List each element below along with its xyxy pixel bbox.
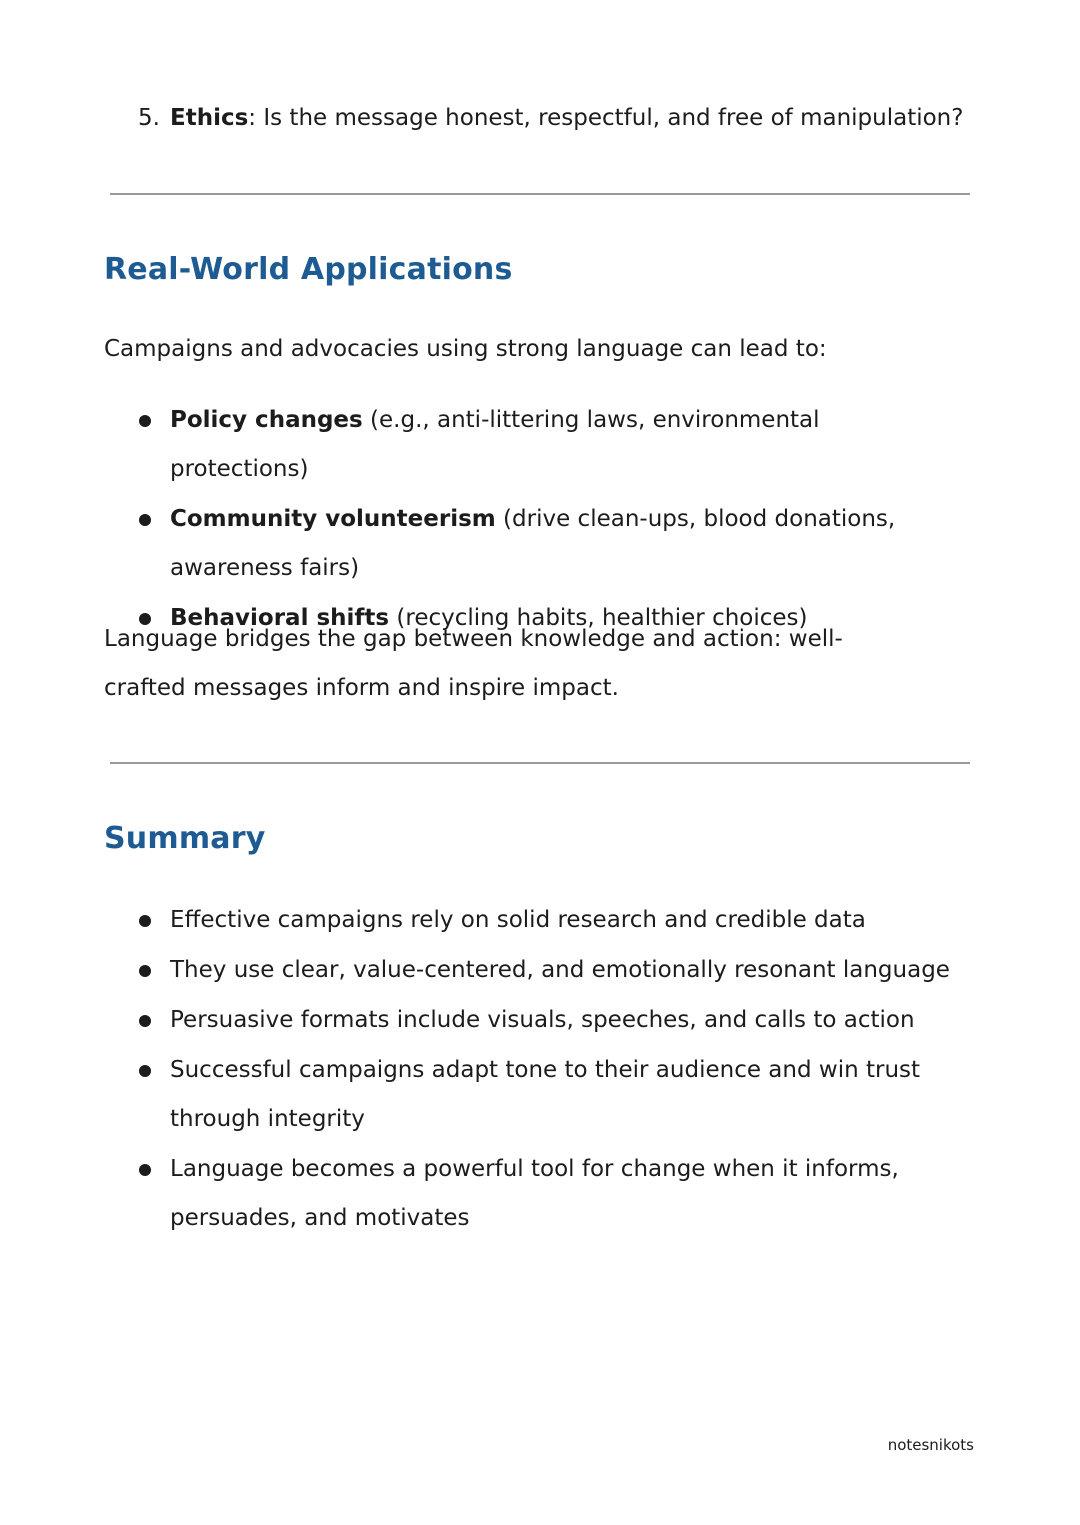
list-text: : Is the message honest, respectful, and free of manipulation? (248, 105, 964, 131)
section-heading-applications: Real-World Applications (104, 252, 513, 287)
bullet-icon (139, 965, 151, 977)
section-heading-summary: Summary (104, 821, 266, 856)
bullet-icon (139, 1164, 151, 1176)
item-term: Policy changes (170, 407, 363, 433)
item-term: Community volunteerism (170, 506, 496, 532)
bullet-icon (139, 514, 151, 526)
item-text: (e.g., anti-littering laws, environmental protections) (170, 407, 820, 482)
list-item (0, 996, 1080, 1045)
bullet-icon (139, 1015, 151, 1027)
item-text: Persuasive formats include visuals, speeches, and calls to action (170, 1007, 915, 1033)
applications-intro: Campaigns and advocacies using strong language can lead to: (104, 336, 827, 362)
list-number: 5. (138, 105, 160, 131)
item-text: (recycling habits, healthier choices) (389, 605, 808, 631)
bullet-icon (139, 415, 151, 427)
applications-list (0, 396, 1080, 644)
list-term: Ethics (170, 105, 249, 131)
list-item (0, 946, 1080, 995)
list-item (0, 1145, 1080, 1243)
list-item (0, 396, 1080, 494)
section-divider (110, 762, 970, 764)
item-text: They use clear, value-centered, and emotionally resonant language (170, 957, 950, 983)
summary-list (0, 896, 1080, 1244)
applications-closing: Language bridges the gap between knowledge and action: well-crafted messages inform and inspire impact. (104, 626, 843, 701)
numbered-item-ethics (138, 100, 963, 136)
bullet-icon (139, 915, 151, 927)
footer-brand: notesnikots (887, 1436, 974, 1454)
list-item (0, 896, 1080, 945)
item-text: (drive clean-ups, blood donations, awareness fairs) (170, 506, 896, 581)
bullet-icon (139, 1065, 151, 1077)
list-item (0, 495, 1080, 593)
item-term: Behavioral shifts (170, 605, 390, 631)
item-text: Language becomes a powerful tool for change when it informs, persuades, and motivates (170, 1156, 899, 1231)
list-item (0, 1046, 1080, 1144)
section-divider (110, 193, 970, 195)
item-text: Effective campaigns rely on solid research and credible data (170, 907, 866, 933)
item-text: Successful campaigns adapt tone to their audience and win trust through integrity (170, 1057, 921, 1132)
